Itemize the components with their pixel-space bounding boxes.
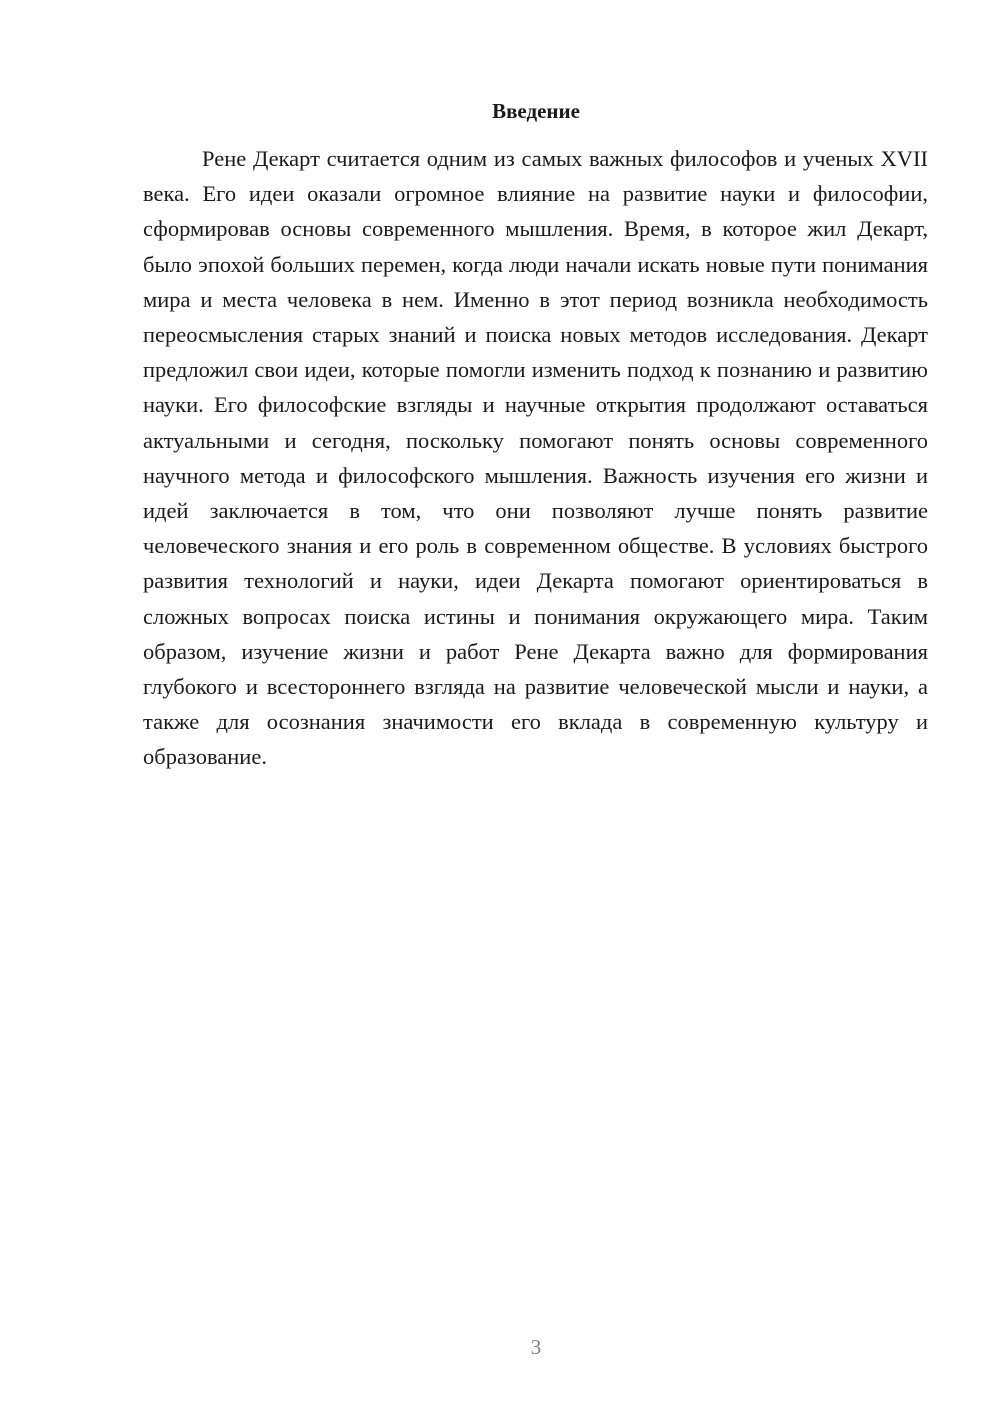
body-paragraph: Рене Декарт считается одним из самых важных философов и ученых XVII века. Его идеи оказали огромное влияние на развитие науки и философии, сформировав основы современного мышления. Время, в которое жил Декарт, было эпохой больших перемен, когда люди начали искать новые пути понимания мира и места человека в нем. Именно в этот период возникла необходимость переосмысления старых знаний и поиска новых методов исследования. Декарт предложил свои идеи, которые помогли изменить подход к познанию и развитию науки. Его философские взгляды и научные открытия продолжают оставаться актуальными и сегодня, поскольку помогают понять основы современного научного метода и философского мышления. Важность изучения его жизни и идей заключается в том, что они позволяют лучше понять развитие человеческого знания и его роль в современном обществе. В условиях быстрого развития технологий и науки, идеи Декарта помогают ориентироваться в сложных вопросах поиска истины и понимания окружающего мира. Таким образом, изучение жизни и работ Рене Декарта важно для формирования глубокого и всестороннего взгляда на развитие человеческой мысли и науки, а также для осознания значимости его вклада в современную культуру и образование.	[143, 146, 928, 770]
page-number: 3	[530, 1335, 542, 1359]
section-heading: Введение	[492, 99, 580, 123]
